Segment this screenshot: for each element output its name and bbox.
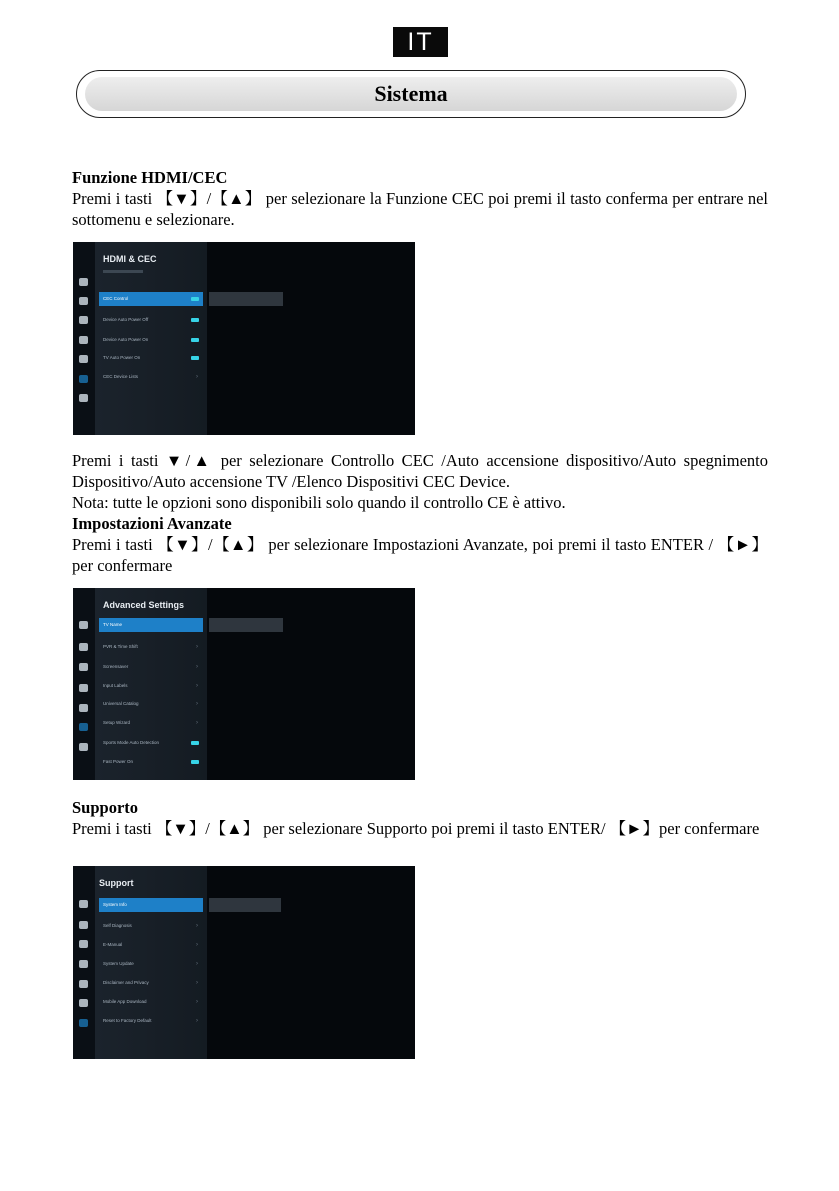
chevron-right-icon: › [196, 923, 198, 929]
menu-item-label: System Update [103, 961, 134, 966]
menu-title: HDMI & CEC [103, 254, 157, 264]
channel-icon [79, 684, 88, 692]
accessibility-icon [79, 980, 88, 988]
chevron-right-icon: › [196, 664, 198, 670]
menu-item[interactable] [99, 898, 203, 912]
network-icon [79, 940, 88, 948]
menu-item-label: Device Auto Power On [103, 337, 149, 342]
page-title: Sistema [85, 77, 737, 111]
menu-item[interactable] [99, 333, 203, 347]
cec-options-section [72, 450, 768, 576]
toggle-switch[interactable] [191, 356, 199, 360]
menu-item-label: Device Auto Power Off [103, 317, 149, 322]
menu-item-label: Input Labels [103, 683, 128, 688]
menu-title: Support [99, 878, 134, 888]
toggle-switch[interactable] [191, 318, 199, 322]
advanced-settings-instructions: Premi i tasti 【▼】/【▲】 per selezionare Impostazioni Avanzate, poi premi il tasto ENTER / 【►】per confermare [72, 535, 768, 575]
picture-icon [79, 278, 88, 286]
menu-item-label: Self Diagnosis [103, 923, 132, 928]
support-icon [79, 743, 88, 751]
picture-icon [79, 621, 88, 629]
menu-item[interactable] [99, 697, 203, 711]
chevron-right-icon: › [196, 374, 198, 380]
support-menu-screenshot [73, 866, 415, 1059]
chevron-right-icon: › [196, 980, 198, 986]
advanced-settings-heading: Impostazioni Avanzate [72, 514, 232, 533]
menu-item[interactable] [99, 957, 203, 971]
menu-item[interactable] [99, 351, 203, 365]
menu-item[interactable] [99, 736, 203, 750]
menu-subtitle [103, 270, 143, 273]
section-banner [76, 70, 746, 118]
menu-item-label: Fast Power On [103, 759, 134, 764]
support-section [72, 797, 768, 839]
chevron-right-icon: › [196, 942, 198, 948]
toggle-switch[interactable] [191, 741, 199, 745]
menu-item-label: Mobile App Download [103, 999, 147, 1004]
menu-item-label: Screensaver [103, 664, 129, 669]
support-heading: Supporto [72, 798, 139, 817]
menu-item[interactable] [99, 679, 203, 693]
advanced-settings-screenshot [73, 588, 415, 780]
system-icon [79, 723, 88, 731]
chevron-right-icon: › [196, 720, 198, 726]
menu-item-label: TV Name [103, 622, 123, 627]
menu-item[interactable] [99, 716, 203, 730]
menu-item[interactable] [99, 618, 203, 632]
system-icon [79, 999, 88, 1007]
hdmi-cec-heading: Funzione HDMI/CEC [72, 168, 228, 187]
menu-item-label: Setup Wizard [103, 720, 131, 725]
support-instructions: Premi i tasti 【▼】/【▲】 per selezionare Supporto poi premi il tasto ENTER/ 【►】per confermare [72, 819, 760, 838]
support-icon [79, 394, 88, 402]
network-icon [79, 316, 88, 324]
menu-item-label: Disclaimer and Privacy [103, 980, 149, 985]
help-tooltip [209, 618, 283, 632]
icon-rail [73, 866, 95, 1059]
toggle-switch[interactable] [191, 760, 199, 764]
chevron-right-icon: › [196, 644, 198, 650]
sound-icon [79, 297, 88, 305]
menu-item[interactable] [99, 995, 203, 1009]
icon-rail [73, 242, 95, 435]
chevron-right-icon: › [196, 683, 198, 689]
chevron-right-icon: › [196, 701, 198, 707]
hdmi-cec-menu-screenshot [73, 242, 415, 435]
menu-item[interactable] [99, 313, 203, 327]
menu-item-label: System Info [103, 902, 127, 907]
cec-options-text: Premi i tasti ▼/▲ per selezionare Controllo CEC /Auto accensione dispositivo/Auto spegnimento Dispositivo/Auto accensione TV /Elenco Dispositivi CEC Device. [72, 451, 768, 491]
hdmi-cec-instructions: Premi i tasti 【▼】/【▲】 per selezionare la Funzione CEC poi premi il tasto conferma per entrare nel sottomenu e selezionare. [72, 189, 768, 229]
menu-item[interactable] [99, 1014, 203, 1028]
help-tooltip [209, 292, 283, 306]
menu-item-label: TV Auto Power On [103, 355, 141, 360]
menu-item[interactable] [99, 370, 203, 384]
help-tooltip [209, 898, 281, 912]
channel-icon [79, 336, 88, 344]
language-badge: IT [393, 27, 448, 57]
cec-note: Nota: tutte le opzioni sono disponibili solo quando il controllo CE è attivo. [72, 493, 566, 512]
menu-item-label: Reset to Factory Default [103, 1018, 152, 1023]
toggle-switch[interactable] [191, 297, 199, 301]
menu-item-label: PVR & Time Shift [103, 644, 138, 649]
network-icon [79, 663, 88, 671]
menu-item[interactable] [99, 976, 203, 990]
chevron-right-icon: › [196, 961, 198, 967]
menu-item[interactable] [99, 919, 203, 933]
menu-item[interactable] [99, 755, 203, 769]
toggle-switch[interactable] [191, 338, 199, 342]
menu-item-label: Universal Catalog [103, 701, 139, 706]
sound-icon [79, 921, 88, 929]
system-icon [79, 375, 88, 383]
hdmi-cec-section [72, 167, 768, 230]
chevron-right-icon: › [196, 999, 198, 1005]
menu-item[interactable] [99, 640, 203, 654]
menu-item-label: CEC Device Lists [103, 374, 139, 379]
menu-item-label: E-Manual [103, 942, 123, 947]
icon-rail [73, 588, 95, 780]
chevron-right-icon: › [196, 1018, 198, 1024]
menu-item-label: CEC Control [103, 296, 129, 301]
menu-item[interactable] [99, 292, 203, 306]
menu-item-label: Sports Mode Auto Detection [103, 740, 160, 745]
menu-item[interactable] [99, 938, 203, 952]
channel-icon [79, 960, 88, 968]
menu-item[interactable] [99, 660, 203, 674]
accessibility-icon [79, 355, 88, 363]
accessibility-icon [79, 704, 88, 712]
sound-icon [79, 643, 88, 651]
support-icon [79, 1019, 88, 1027]
picture-icon [79, 900, 88, 908]
menu-title: Advanced Settings [103, 600, 185, 610]
